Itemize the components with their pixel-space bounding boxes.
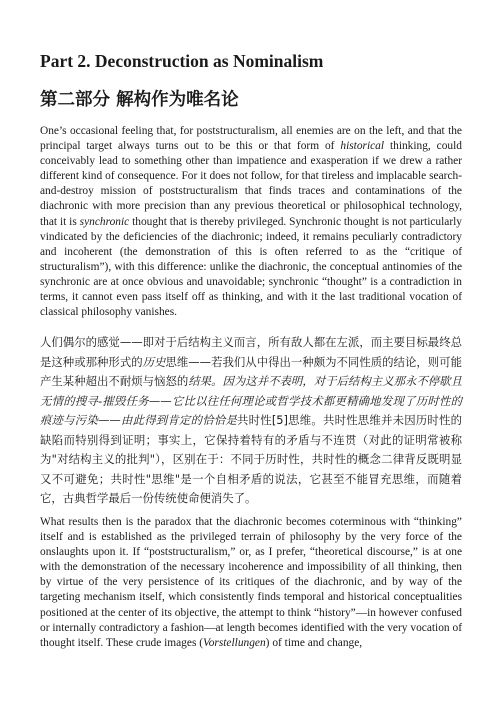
text-run-italic: historical bbox=[340, 140, 385, 153]
text-run: One’s occasional feeling that, for poststructuralism, all enemies are on the left, and that the principal target always turns out to be this or that form of bbox=[40, 125, 462, 153]
paragraph-2-chinese bbox=[40, 333, 462, 509]
text-run: What results then is the paradox that the diachronic becomes coterminous with “thinking” itself and is established as the privileged terrain of philosophy by the very force of the onslaughts upon it. If “poststructuralism,” or, as I prefer, “theoretical discourse,” is at one with the demonstration of the necessary incoherence and impossibility of all thinking, then by virtue of the very persistence of its critiques of the diachronic, and by way of the targeting mechanism itself, which consistently finds temporal and historical conceptualities positioned at the center of its objective, the attempt to think “history”—in however confused or internally contradictory a fashion—at length becomes identified with the very vocation of thought itself. These crude images ( bbox=[40, 516, 462, 649]
text-run: thinking, could conceivably lead to something other than impatience and exasperation if we drew a rather different kind of consequence. For it does not follow, for that tireless and implacable search-and-destroy mission of poststructuralism that finds traces and contaminations of the diachronic with more precision than any previous theoretical or philosophical technology, that it is bbox=[40, 140, 462, 228]
text-run-italic: 结果。因为这并不表明，对于后结构主义那永不停歇且无情的搜寻-摧毁任务——它比以往任何理论或哲学技术都更精确地发现了历时性的痕迹与污染——由此得到肯定的恰恰是 bbox=[40, 374, 462, 427]
text-run: ) of time and change, bbox=[265, 636, 363, 649]
paragraph-1 bbox=[40, 124, 462, 320]
text-run: thought that is thereby privileged. Synchronic thought is not particularly vindicated by the deficiencies of the diachronic; indeed, it remains peculiarly contradictory and incoherent (the demonstration of this is often referred to as the “critique of structuralism”), with this difference: unlike the diachronic, the conceptual antinomies of the synchronic are at once obvious and unavoidable; synchronic “thought” is a contradiction in terms, it cannot even pass itself off as thinking, and with it the last traditional vocation of classical philosophy vanishes. bbox=[40, 215, 462, 319]
heading-chinese: 第二部分 解构作为唯名论 bbox=[40, 90, 239, 110]
paragraph-3 bbox=[40, 515, 462, 651]
text-run-italic: synchronic bbox=[79, 215, 130, 228]
text-run: 思维——若我们从中得出一种颇为不同性质的结论，则可能产生某种超出不耐烦与恼怒的 bbox=[40, 354, 462, 388]
text-run-italic: 历史 bbox=[142, 354, 166, 369]
text-run: 共时性[5]思维。共时性思维并未因历时性的缺陷而特别得到证明；事实上，它保持着特有的矛盾与不连贯（对此的证明常被称为"对结构主义的批判"），区别在于：不同于历时性，共时性的概念二律背反既明显又不可避免；共时性"思维"是一个自相矛盾的说法，它甚至不能冒充思维，而随着它，古典哲学最后一份传统使命便消失了。 bbox=[40, 413, 462, 505]
text-run-italic: Vorstellungen bbox=[203, 636, 266, 649]
heading-english: Part 2. Deconstruction as Nominalism bbox=[40, 51, 324, 71]
text-run: 人们偶尔的感觉——即对于后结构主义而言，所有敌人都在左派，而主要目标最终总是这种或那种形式的 bbox=[40, 335, 462, 369]
